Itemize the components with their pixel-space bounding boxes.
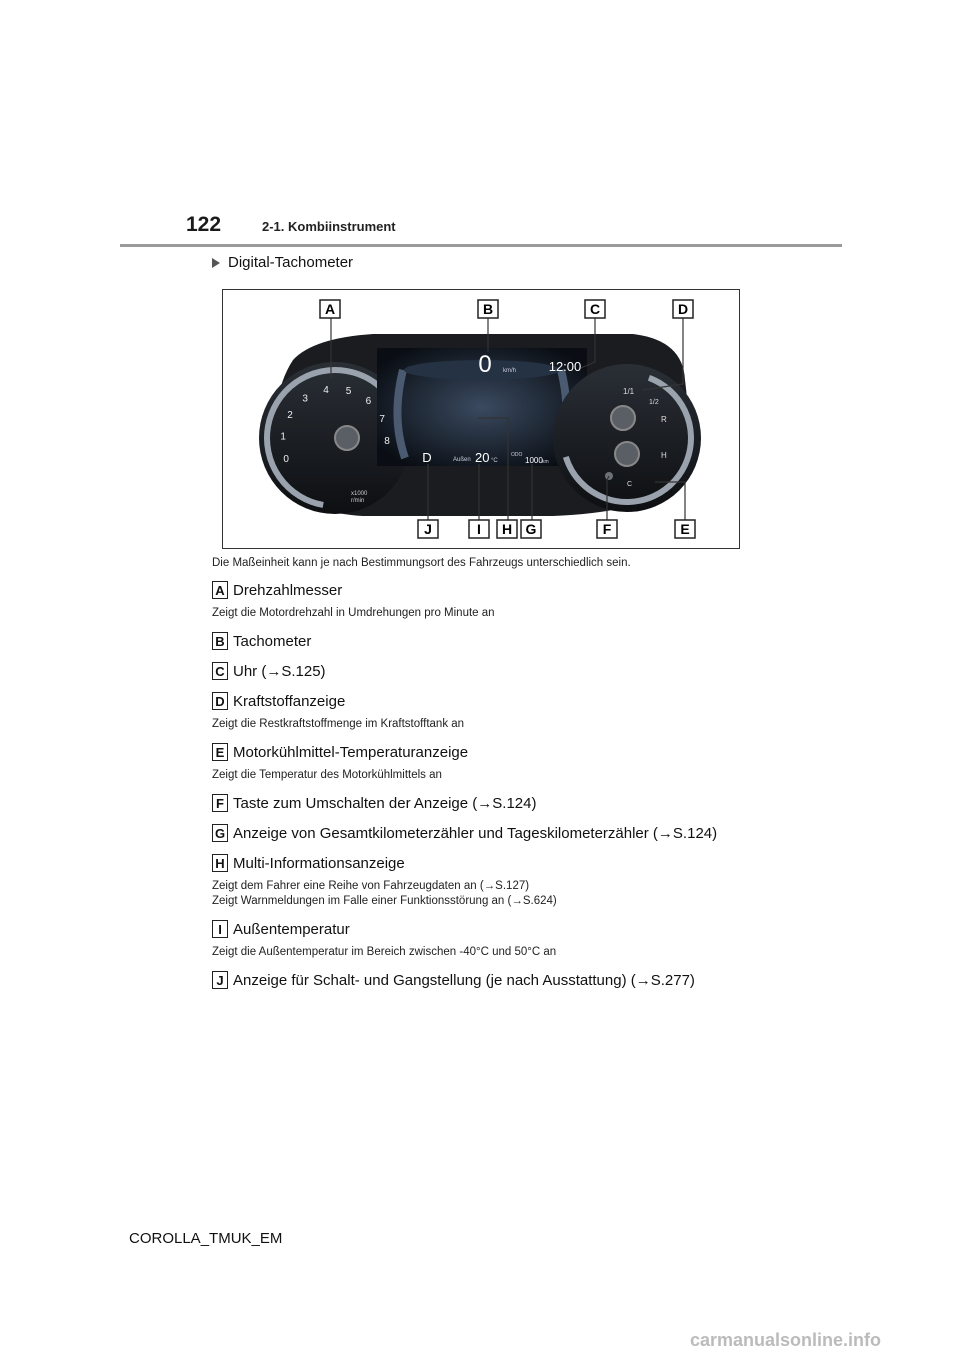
chapter-title: 2-1. Kombiinstrument	[262, 219, 396, 234]
description-line: Zeigt Warnmeldungen im Falle einer Funktionsstörung an (→S.624)	[212, 895, 557, 907]
legend-item-description	[212, 606, 852, 621]
page-number: 122	[186, 213, 222, 236]
callout-d: D	[677, 301, 689, 317]
outside-temp-unit: °C	[491, 458, 498, 464]
legend-item-title: Tachometer	[233, 632, 312, 650]
fuel-full-label: 1/1	[623, 387, 635, 396]
rpm-unit: x1000	[351, 491, 368, 497]
legend-letter-box: H	[212, 854, 228, 872]
callout-i: I	[477, 521, 481, 537]
legend-item-g	[212, 821, 852, 845]
legend-letter-box: B	[212, 632, 228, 650]
section-heading	[212, 254, 353, 271]
legend-item-d	[212, 689, 852, 732]
page-header	[0, 0, 960, 250]
legend-item-description	[212, 879, 852, 909]
legend-letter-box: D	[212, 692, 228, 710]
rpm-tick-label: 1	[280, 431, 286, 443]
legend-item-description	[212, 945, 852, 960]
fuel-reserve-label: R	[661, 415, 667, 424]
unit-note: Die Maßeinheit kann je nach Bestimmungsort des Fahrzeugs unterschiedlich sein.	[212, 557, 631, 569]
callout-e: E	[680, 521, 690, 537]
odo-label: ODO	[511, 452, 523, 458]
cluster-illustration	[223, 290, 739, 548]
gear-indicator: D	[422, 450, 432, 465]
callout-b: B	[482, 301, 494, 317]
rpm-tick-label: 2	[287, 410, 293, 421]
legend-item-title: Taste zum Umschalten der Anzeige (→S.124)	[233, 794, 537, 812]
rpm-tick-label: 7	[379, 414, 385, 425]
legend-item-description	[212, 717, 852, 732]
rpm-tick-label: 8	[384, 436, 390, 447]
legend-item-title: Drehzahlmesser	[233, 581, 343, 599]
legend-item-e	[212, 740, 852, 783]
callout-a: A	[324, 301, 336, 317]
legend-item-i	[212, 917, 852, 960]
rpm-tick-label: 0	[283, 453, 289, 465]
legend-list	[212, 574, 852, 998]
description-line: Zeigt die Temperatur des Motorkühlmittels an	[212, 769, 442, 781]
callout-c: C	[589, 301, 601, 317]
callout-h: H	[501, 521, 513, 537]
legend-item-h	[212, 851, 852, 909]
legend-item-f	[212, 791, 852, 815]
rpm-tick-label: 6	[365, 396, 372, 408]
instrument-cluster-figure	[222, 289, 740, 549]
legend-letter-box: F	[212, 794, 228, 812]
temp-hot-label: H	[661, 451, 667, 460]
section-title: Digital-Tachometer	[228, 254, 354, 271]
triangle-bullet-icon	[212, 258, 220, 268]
watermark: carmanualsonline.info	[690, 1330, 882, 1350]
legend-item-b	[212, 629, 852, 653]
legend-letter-box: G	[212, 824, 228, 842]
rpm-unit-2: r/min	[351, 498, 365, 504]
legend-item-title: Außentemperatur	[233, 920, 350, 938]
model-code: COROLLA_TMUK_EM	[129, 1230, 283, 1247]
description-line: Zeigt die Restkraftstoffmenge im Kraftstofftank an	[212, 718, 465, 730]
legend-item-title: Multi-Informationsanzeige	[233, 854, 405, 872]
description-line: Zeigt die Außentemperatur im Bereich zwischen -40°C und 50°C an	[212, 946, 557, 958]
header-divider	[120, 244, 842, 247]
description-line: Zeigt die Motordrehzahl in Umdrehungen pro Minute an	[212, 607, 495, 619]
callout-j: J	[424, 521, 432, 537]
odo-value: 1000	[525, 456, 543, 465]
fuel-half-label: 1/2	[649, 399, 659, 406]
outside-temp-label: Außen	[453, 457, 471, 463]
clock-display: 12:00	[548, 359, 582, 374]
legend-letter-box: A	[212, 581, 228, 599]
callout-f: F	[602, 521, 612, 537]
legend-item-title: Anzeige für Schalt- und Gangstellung (je nach Ausstattung) (→S.277)	[233, 971, 695, 989]
outside-temp-value: 20	[475, 450, 490, 465]
temp-cold-label: C	[627, 481, 633, 488]
callout-g: G	[525, 521, 537, 537]
speed-unit: km/h	[503, 368, 517, 374]
speed-value: 0	[478, 351, 492, 378]
legend-item-description	[212, 768, 852, 783]
legend-item-j	[212, 968, 852, 992]
legend-letter-box: E	[212, 743, 228, 761]
legend-letter-box: I	[212, 920, 228, 938]
legend-item-title: Motorkühlmittel-Temperaturanzeige	[233, 743, 469, 761]
legend-item-title: Kraftstoffanzeige	[233, 692, 346, 710]
legend-item-title: Uhr (→S.125)	[233, 662, 326, 680]
legend-item-a	[212, 578, 852, 621]
description-line: Zeigt dem Fahrer eine Reihe von Fahrzeugdaten an (→S.127)	[212, 880, 530, 892]
rpm-tick-label: 4	[323, 384, 329, 396]
odo-unit: km	[542, 459, 549, 465]
legend-item-c	[212, 659, 852, 683]
legend-item-title: Anzeige von Gesamtkilometerzähler und Tageskilometerzähler (→S.124)	[233, 824, 718, 842]
rpm-tick-label: 3	[302, 393, 308, 405]
legend-letter-box: J	[212, 971, 228, 989]
rpm-tick-label: 5	[345, 385, 352, 397]
legend-letter-box: C	[212, 662, 228, 680]
